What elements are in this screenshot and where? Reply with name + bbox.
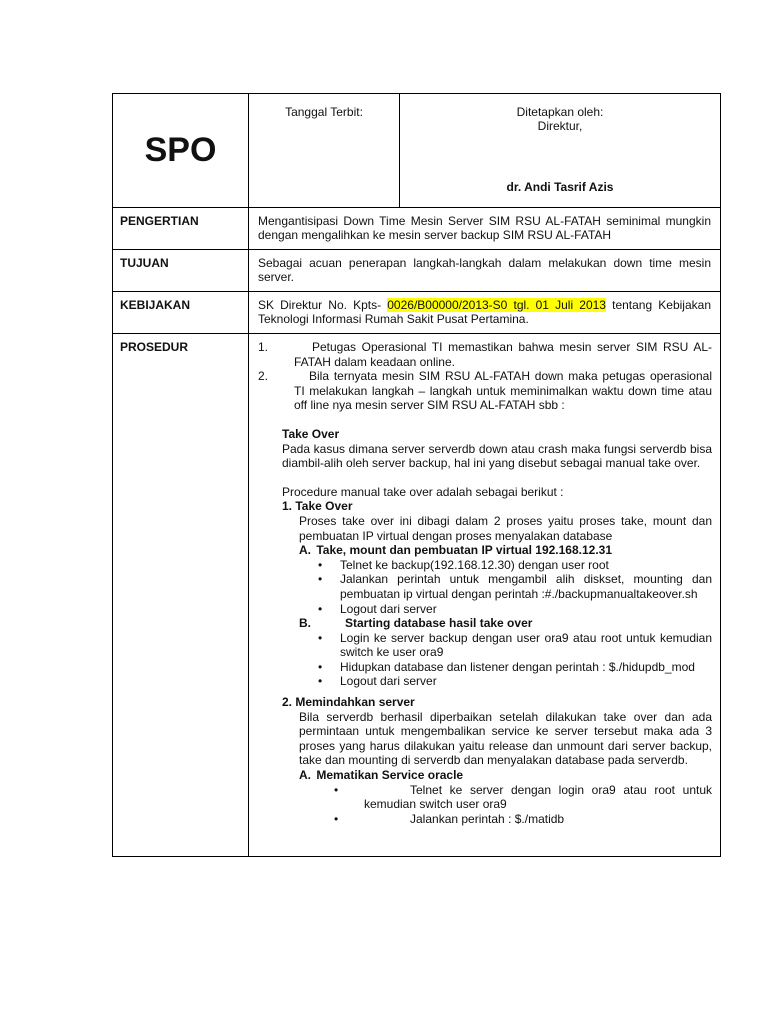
- header-row: [113, 94, 721, 208]
- section-1-title: 1. Take Over: [282, 499, 353, 514]
- prosedur-row: [113, 334, 721, 857]
- take-over-text: Pada kasus dimana server serverdb down atau crash maka fungsi serverdb bisa diambil-alih oleh server backup, hal ini yang disebut sebagai manual take over.: [282, 441, 712, 471]
- step-2: 2. Bila ternyata mesin SIM RSU AL-FATAH down maka petugas operasional TI melakukan langkah – langkah untuk meminimalkan waktu down time atau off line nya mesin server SIM RSU AL-FATAH sbb :: [258, 369, 712, 413]
- list-item: • Jalankan perintah untuk mengambil alih diskset, mounting dan pembuatan ip virtual dengan perintah :#./backupmanualtakeover.sh: [314, 572, 712, 601]
- bullet-icon: •: [318, 557, 323, 572]
- bullet-icon: •: [318, 572, 323, 587]
- pengertian-row: [113, 208, 721, 250]
- kebijakan-row: [113, 292, 721, 334]
- step-1: 1. Petugas Operasional TI memastikan bahwa mesin server SIM RSU AL-FATAH dalam keadaan online.: [258, 340, 712, 369]
- list-item: • Telnet ke backup(192.168.12.30) dengan user root: [314, 558, 712, 573]
- prosedur-content: [249, 334, 720, 856]
- kebijakan-suffix: tentang Kebijakan Teknologi Informasi Rumah Sakit Pusat Pertamina.: [258, 298, 711, 326]
- kebijakan-text: [249, 292, 720, 333]
- list-item: • Telnet ke server dengan login ora9 atau root untuk kemudian switch user ora9: [314, 783, 712, 812]
- pengertian-text: Mengantisipasi Down Time Mesin Server SIM RSU AL-FATAH seminimal mungkin dengan mengalihkan ke mesin server backup SIM RSU AL-FATAH: [258, 214, 711, 242]
- bullet-icon: •: [318, 659, 323, 674]
- tujuan-text: Sebagai acuan penerapan langkah-langkah dalam melakukan down time mesin server.: [258, 256, 711, 284]
- jabatan: Direktur,: [537, 119, 583, 133]
- spo-table: [112, 93, 721, 857]
- list-item: • Logout dari server: [314, 674, 712, 689]
- spo-cell: [113, 94, 249, 208]
- take-over-title: Take Over: [282, 426, 340, 441]
- kebijakan-highlight: 0026/B00000/2013-S0 tgl. 01 Juli 2013: [387, 298, 606, 312]
- prosedur-label: PROSEDUR: [120, 340, 189, 354]
- ditetapkan-oleh: Ditetapkan oleh:: [516, 105, 604, 119]
- bullet-icon: •: [318, 601, 323, 616]
- bullet-icon: •: [318, 674, 323, 689]
- tanggal-cell: [249, 94, 400, 208]
- pengertian-label: PENGERTIAN: [120, 214, 199, 228]
- ditetapkan-cell: [400, 94, 721, 208]
- list-item: • Login ke server backup dengan user ora9 atau root untuk kemudian switch ke user ora9: [314, 631, 712, 660]
- section-1a-title: A. Take, mount dan pembuatan IP virtual 192.168.12.31: [299, 543, 613, 558]
- kebijakan-prefix: SK Direktur No. Kpts-: [258, 298, 382, 312]
- list-item: • Logout dari server: [314, 602, 712, 617]
- spo-title: SPO: [144, 131, 217, 169]
- section-2a-title: A. Mematikan Service oracle: [299, 768, 464, 783]
- section-2-text: Bila serverdb berhasil diperbaikan setelah dilakukan take over dan ada permintaan untuk mengembalikan service ke server tersebut maka ada 3 proses yang harus dilakukan yaitu release dan unmount dari server backup, take dan mounting di serverdb dan menyalakan database pada serverdb.: [299, 709, 712, 768]
- penandatangan: dr. Andi Tasrif Azis: [506, 180, 614, 194]
- kebijakan-label: KEBIJAKAN: [120, 298, 191, 312]
- bullet-icon: •: [334, 811, 339, 826]
- section-1-text: Proses take over ini dibagi dalam 2 proses yaitu proses take, mount dan pembuatan IP virtual dengan proses menyalakan database: [299, 513, 712, 543]
- list-item: • Jalankan perintah : $./matidb: [314, 812, 712, 827]
- bullet-icon: •: [318, 630, 323, 645]
- list-item: • Hidupkan database dan listener dengan perintah : $./hidupdb_mod: [314, 660, 712, 675]
- procedure-intro: Procedure manual take over adalah sebagai berikut :: [282, 484, 564, 499]
- tujuan-label: TUJUAN: [120, 256, 169, 270]
- section-2-title: 2. Memindahkan server: [282, 695, 415, 710]
- tanggal-terbit: Tanggal Terbit:: [285, 105, 363, 119]
- tujuan-row: [113, 250, 721, 292]
- bullet-icon: •: [334, 782, 339, 797]
- section-1b-title: B. Starting database hasil take over: [299, 616, 533, 631]
